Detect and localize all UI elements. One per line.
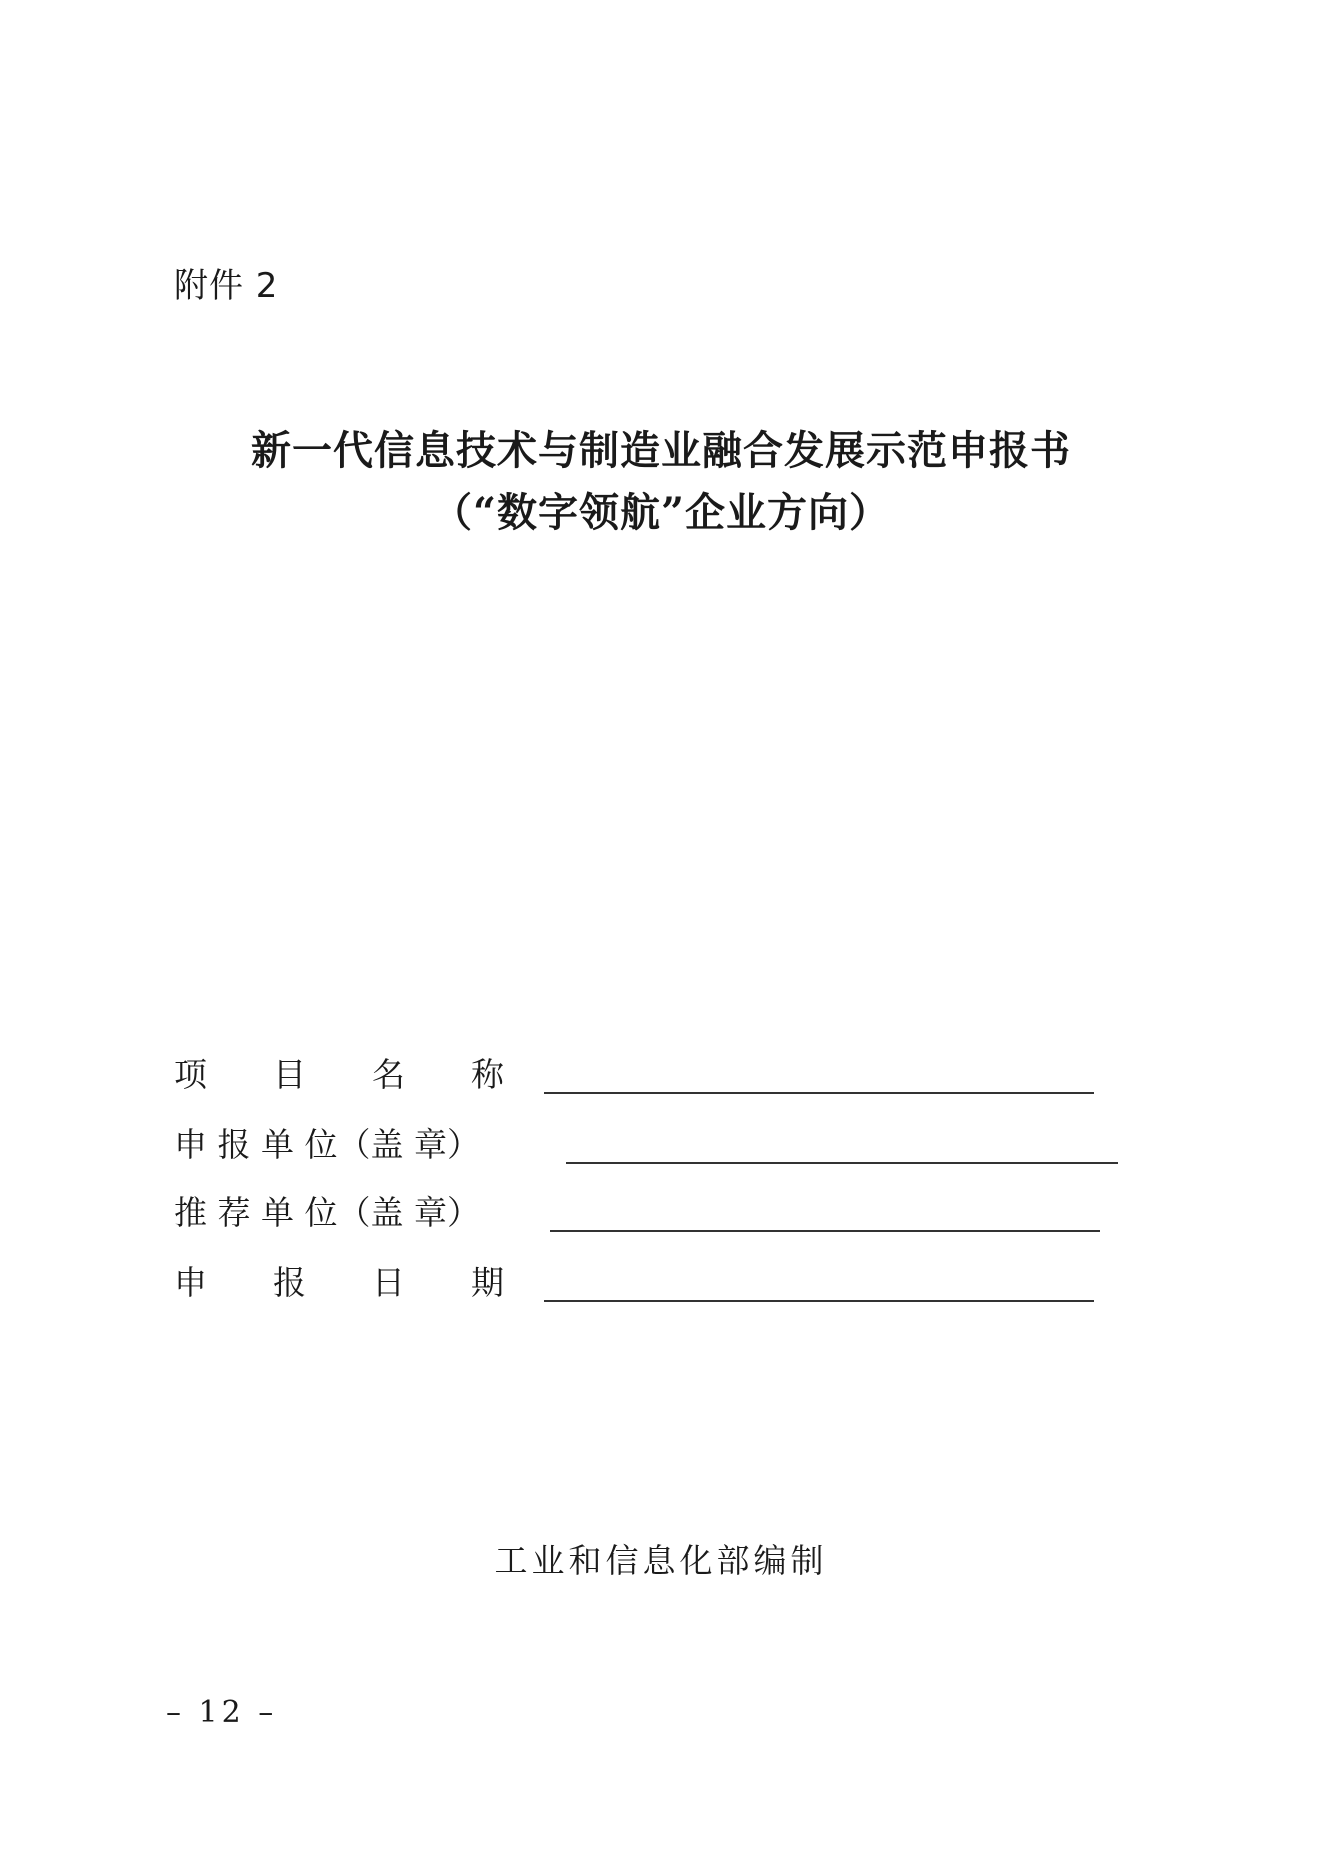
title-line-1: 新一代信息技术与制造业融合发展示范申报书	[251, 427, 1071, 474]
title-line-2: （“数字领航”企业方向）	[431, 489, 890, 536]
applicant-field[interactable]	[566, 1162, 1118, 1164]
recommender-label: 推 荐 单 位（盖 章）	[174, 1193, 480, 1232]
date-label: 申 报 日 期	[174, 1263, 504, 1302]
editor-statement: 工业和信息化部编制	[494, 1541, 828, 1580]
page-number: – 12 –	[166, 1695, 278, 1730]
attachment-label: 附件 2	[174, 266, 279, 306]
recommender-field[interactable]	[550, 1230, 1100, 1232]
applicant-label: 申 报 单 位（盖 章）	[174, 1125, 480, 1164]
date-field[interactable]	[544, 1300, 1094, 1302]
document-title	[0, 420, 1322, 544]
project-name-field[interactable]	[544, 1092, 1094, 1094]
project-name-label: 项 目 名 称	[174, 1055, 504, 1094]
